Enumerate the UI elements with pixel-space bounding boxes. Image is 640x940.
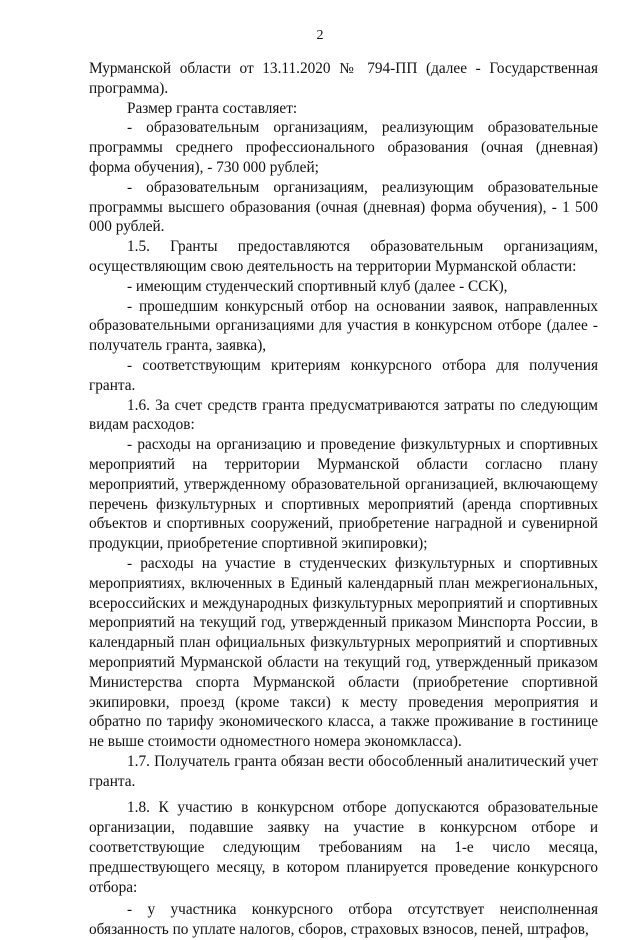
paragraph-section-1-7: 1.7. Получатель гранта обязан вести обособленный аналитический учет гранта.	[89, 752, 598, 790]
paragraph-section-1-8: 1.8. К участию в конкурсном отборе допускаются образовательные организации, подавшие заявку на участие в конкурсном отборе и соответствующие следующим требованиям на 1-е число месяца, предшествующего месяцу, в котором планируется проведение конкурсного отбора:	[89, 799, 598, 896]
paragraph-8: - соответствующим критериям конкурсного отбора для получения гранта.	[89, 356, 598, 394]
paragraph-section-1-5: 1.5. Гранты предоставляются образовательным организациям, осуществляющим свою деятельность на территории Мурманской области:	[89, 238, 598, 275]
paragraph-7: - прошедшим конкурсный отбор на основании заявок, направленных образовательными организациями для участия в конкурсном отборе (далее - получатель гранта, заявка),	[89, 297, 598, 355]
paragraph-6: - имеющим студенческий спортивный клуб (далее - ССК),	[127, 277, 508, 295]
paragraph-11: - расходы на участие в студенческих физкультурных и спортивных мероприятиях, включенных в Единый календарный план межрегиональных, всероссийских и международных физкультурных мероприятий и спортивных мероприятий на текущий год, утвержденный приказом Минспорта России, в календарный план официальных физкультурных мероприятий и спортивных мероприятий Мурманской области на текущий год, утвержденный приказом Министерства спорта Мурманской области (приобретение спортивной экипировки, проезд (кроме такси) к месту проведения мероприятия и обратно по тарифу экономического класса, а также проживание в гостинице не выше стоимости одноместного номера экономкласса).	[89, 554, 598, 751]
paragraph-14: - у участника конкурсного отбора отсутствует неисполненная обязанность по уплате налогов, сборов, страховых взносов, пеней, штрафов,	[89, 901, 598, 939]
document-body	[89, 59, 598, 940]
paragraph-section-1-6: 1.6. За счет средств гранта предусматриваются затраты по следующим видам расходов:	[89, 396, 598, 434]
paragraph-4: - образовательным организациям, реализующим образовательные программы высшего образования (очная (дневная) форма обучения), - 1 500 000 рублей.	[89, 178, 598, 236]
paragraph-3: - образовательным организациям, реализующим образовательные программы среднего профессионального образования (очная (дневная) форма обучения), - 730 000 рублей;	[89, 119, 598, 176]
paragraph-1: Мурманской области от 13.11.2020 № 794-ПП (далее - Государственная программа).	[89, 60, 598, 97]
paragraph-10: - расходы на организацию и проведение физкультурных и спортивных мероприятий на территории Мурманской области согласно плану мероприятий, утвержденному образовательной организацией, включающему перечень физкультурных и спортивных мероприятий (аренда спортивных объектов и спортивных сооружений, приобретение наградной и сувенирной продукции, приобретение спортивной экипировки);	[89, 436, 598, 553]
page-number: 2	[316, 28, 324, 43]
paragraph-2: Размер гранта составляет:	[127, 99, 298, 117]
